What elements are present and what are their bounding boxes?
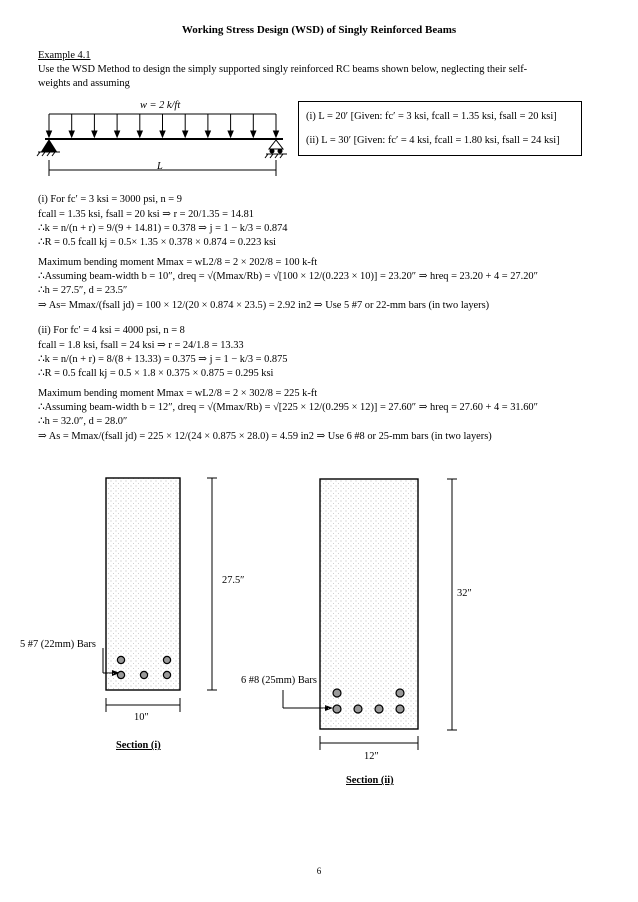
section-ii-width-label: 12″ [364,751,379,762]
calc-line: ∴R = 0.5 fcall kj = 0.5× 1.35 × 0.378 × 0.874 = 0.223 ksi [38,237,277,248]
calc-line: ⇒ As = Mmax/(fsall jd) = 225 × 12/(24 × 0.875 × 28.0) = 4.59 in2 ⇒ Use 6 #8 or 25-mm bars (in two layers) [38,431,492,442]
example-label: Example 4.1 [38,50,91,61]
calc-line: ∴h = 32.0″, d = 28.0″ [38,416,128,427]
calc-line: fcall = 1.35 ksi, fsall = 20 ksi ⇒ r = 20/1.35 = 14.81 [38,209,254,220]
section-i-caption: Section (i) [116,740,161,751]
rebar [354,705,362,713]
section-i-bars-label: 5 #7 (22mm) Bars [20,639,96,650]
calc-line: (ii) For fc′ = 4 ksi = 4000 psi, n = 8 [38,325,185,336]
calc-line: fcall = 1.8 ksi, fsall = 24 ksi ⇒ r = 24/1.8 = 13.33 [38,340,244,351]
section-ii-height-label: 32″ [457,588,472,599]
calc-line: Maximum bending moment Mmax = wL2/8 = 2 × 202/8 = 100 k-ft [38,257,318,268]
rebar [163,656,170,663]
rebar [117,656,124,663]
calc-line: ⇒ As= Mmax/(fsall jd) = 100 × 12/(20 × 0.874 × 23.5) = 2.92 in2 ⇒ Use 5 #7 or 22-mm bars (in two layers) [38,300,490,311]
page-title: Working Stress Design (WSD) of Singly Reinforced Beams [181,24,457,36]
calc-line: Maximum bending moment Mmax = wL2/8 = 2 × 302/8 = 225 k-ft [38,388,318,399]
rebar [163,671,170,678]
calc-line: ∴Assuming beam-width b = 12″, dreq = √(Mmax/Rb) = √[225 × 12/(0.295 × 12)] = 27.60″ ⇒ hreq = 27.60 + 4 = 31.60″ [38,402,538,413]
rebar [117,671,124,678]
section-ii-bars-label: 6 #8 (25mm) Bars [241,675,317,686]
page-number: 6 [316,866,322,876]
calc-line: ∴Assuming beam-width b = 10″, dreq = √(Mmax/Rb) = √[100 × 12/(0.223 × 10)] = 23.20″ ⇒ hreq = 23.20 + 4 = 27.20″ [38,271,538,282]
rebar [396,705,404,713]
load-label: w = 2 k/ft [140,100,181,111]
rebar [333,705,341,713]
calc-line: ∴R = 0.5 fcall kj = 0.5 × 1.8 × 0.375 × 0.875 = 0.295 ksi [38,368,274,379]
calc-line: ∴k = n/(n + r) = 9/(9 + 14.81) = 0.378 ⇒ j = 1 − k/3 = 0.874 [38,223,288,234]
given-line-2: (ii) L = 30′ [Given: fc′ = 4 ksi, fcall = 1.80 ksi, fsall = 24 ksi] [306,135,560,146]
intro-line-1: Use the WSD Method to design the simply supported singly reinforced RC beams shown below, neglecting their self- [38,64,528,75]
intro-line-2: weights and assuming [38,78,130,89]
section-ii-caption: Section (ii) [346,775,394,786]
calc-line: ∴k = n/(n + r) = 8/(8 + 13.33) = 0.375 ⇒ j = 1 − k/3 = 0.875 [38,354,288,365]
rebar [375,705,383,713]
given-line-1: (i) L = 20′ [Given: fc′ = 3 ksi, fcall = 1.35 ksi, fsall = 20 ksi] [306,111,557,122]
calc-line: ∴h = 27.5″, d = 23.5″ [38,285,128,296]
section-i-width-label: 10″ [134,712,149,723]
rebar [140,671,147,678]
calc-line: (i) For fc′ = 3 ksi = 3000 psi, n = 9 [38,194,182,205]
rebar [333,689,341,697]
section-i-height-label: 27.5″ [222,575,245,586]
rebar [396,689,404,697]
span-label: L [157,161,163,172]
